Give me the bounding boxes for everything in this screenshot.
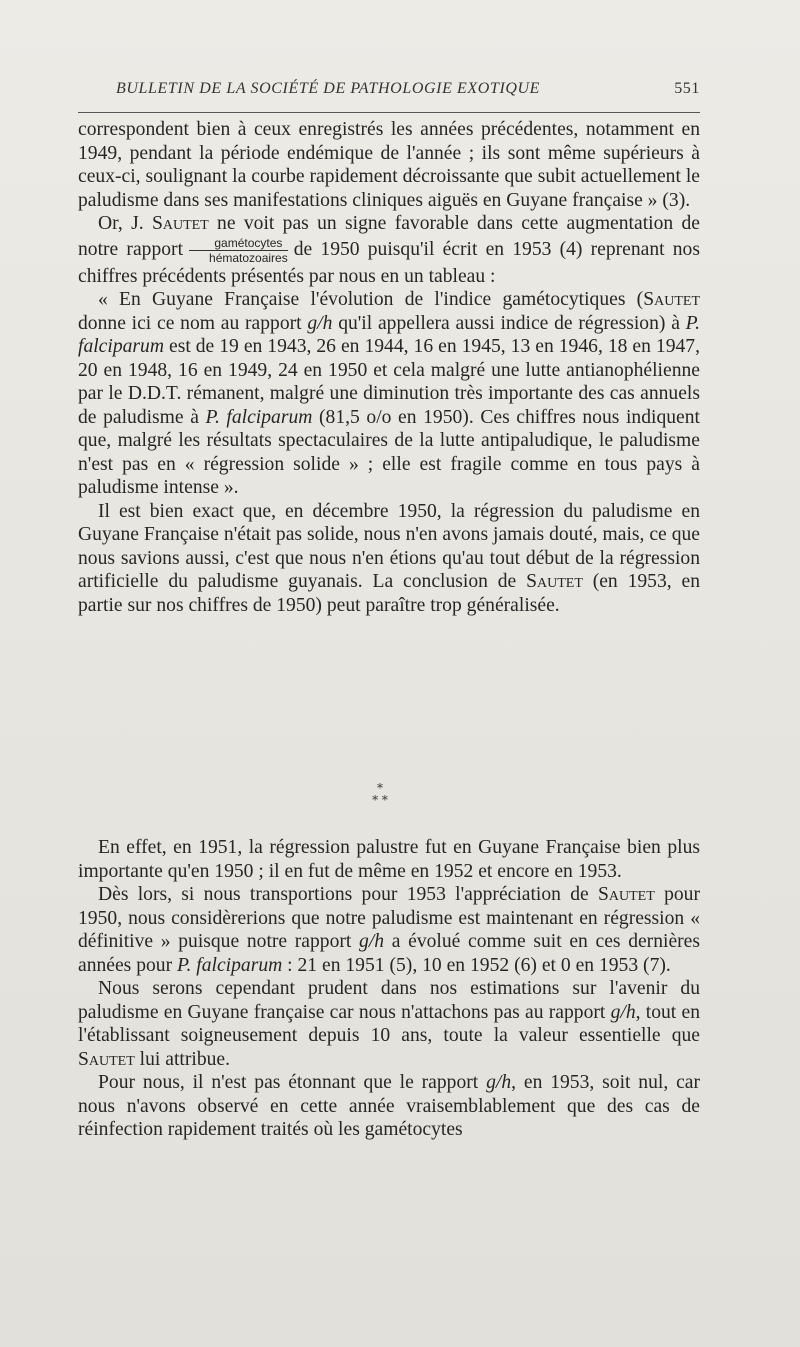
text-run: lui attribue. [134,1048,231,1070]
text-run: « En Guyane Française l'évolution de l'indice gamétocytiques ( [98,289,644,310]
header-rule [78,112,700,113]
ratio-fraction [189,236,288,265]
paragraph-2 [78,212,700,288]
text-run: ne voit pas un signe favorable dans cette augmentation de notre rapport [78,213,700,260]
text-run: qu'il appellera aussi indice de régression) à [332,312,686,334]
paragraph-4 [78,500,700,618]
ratio-gh: g/h [307,312,333,334]
running-header [78,80,700,104]
text-run: : 21 en 1951 (5), 10 en 1952 (6) et 0 en 1953 (7). [282,954,671,976]
ratio-gh: g/h [486,1072,512,1093]
text-run: , tout en l'établissant soigneusement depuis 10 ans, toute la valeur essentielle que [78,1001,700,1046]
ratio-gh: g/h [610,1001,636,1023]
fraction-denominator: hématozoaires [209,250,288,265]
text-run: (en 1953, en partie sur nos chiffres de 1950) peut paraître trop généralisée. [78,571,700,616]
section-separator-asterisks [360,782,400,806]
author-name: Sautet [643,289,700,310]
text-run: a évolué comme suit en ces dernières années pour [78,931,700,976]
species-name: P. falciparum [78,312,700,357]
paragraph-5: En effet, en 1951, la régression palustre fut en Guyane Française bien plus importante qu'en 1950 ; il en fut de même en 1952 et encore en 1953. [78,837,700,882]
text-run: donne ici ce nom au rapport [78,312,308,334]
species-name: P. falciparum [177,954,283,976]
author-name: Sautet [151,213,209,234]
page-number: 551 [674,80,700,97]
text-run: Dès lors, si nous transportions pour 1953 l'appréciation de [98,884,599,905]
author-name: Sautet [526,571,583,592]
author-name: Sautet [598,884,655,905]
paragraph-7 [78,977,700,1071]
text-run: (81,5 o/o en 1950). Ces chiffres nous indiquent que, malgré les résultats spectaculaires de la lutte antipaludique, le paludisme n'est pas en « régression solide » ; elle est fragile comme en tous pays à paludisme intense ». [78,406,700,498]
journal-title: BULLETIN DE LA SOCIÉTÉ DE PATHOLOGIE EXOTIQUE [116,80,541,97]
paragraph-3-quote [78,288,700,500]
text-run: Il est bien exact que, en décembre 1950, la régression du paludisme en Guyane Française n'était pas solide, nous n'en avons jamais douté, mais, ce que nous savions aussi, c'est que nous n'en étions qu'au tout début de la régression artificielle du paludisme guyanais. La conclusion de [78,500,700,592]
asterisk-bottom: * * [372,793,388,807]
fraction-numerator: gamétocytes [189,236,288,251]
paragraph-8 [78,1071,700,1142]
author-name: Sautet [78,1048,135,1070]
body-text-top [78,118,700,617]
text-run: , en 1953, soit nul, car nous n'avons observé en cette année vraisemblablement que des cas de réinfection rapidement traités où les gamétocytes [78,1072,700,1140]
body-text-bottom [78,836,700,1142]
text-run: de 1950 puisqu'il écrit en 1953 (4) reprenant nos chiffres précédents présentés par nous en un tableau : [78,238,700,287]
paragraph-6 [78,883,700,977]
text-run: pour 1950, nous considèrerions que notre paludisme est maintenant en régression « définitive » puisque notre rapport [78,884,700,952]
asterisk-top: * [377,781,383,795]
text-run: Or, J. [98,213,152,234]
text-run: Pour nous, il n'est pas étonnant que le rapport [98,1072,487,1093]
text-run: est de 19 en 1943, 26 en 1944, 16 en 1945, 13 en 1946, 18 en 1947, 20 en 1948, 16 en 1949, 24 en 1950 et cela malgré une lutte antianophélienne par le D.D.T. rémanent, malgré une diminution très importante des cas annuels de paludisme à [78,336,700,428]
paragraph-1: correspondent bien à ceux enregistrés les années précédentes, notamment en 1949, pendant la période endémique de l'année ; ils sont même supérieurs à ceux-ci, soulignant la courbe rapidement décroissante que subit actuellement le paludisme dans ses manifestations cliniques aiguës en Guyane française » (3). [78,119,700,211]
text-run: Nous serons cependant prudent dans nos estimations sur l'avenir du paludisme en Guyane française car nous n'attachons pas au rapport [78,978,700,1023]
ratio-gh: g/h [359,931,385,952]
species-name: P. falciparum [205,406,313,428]
